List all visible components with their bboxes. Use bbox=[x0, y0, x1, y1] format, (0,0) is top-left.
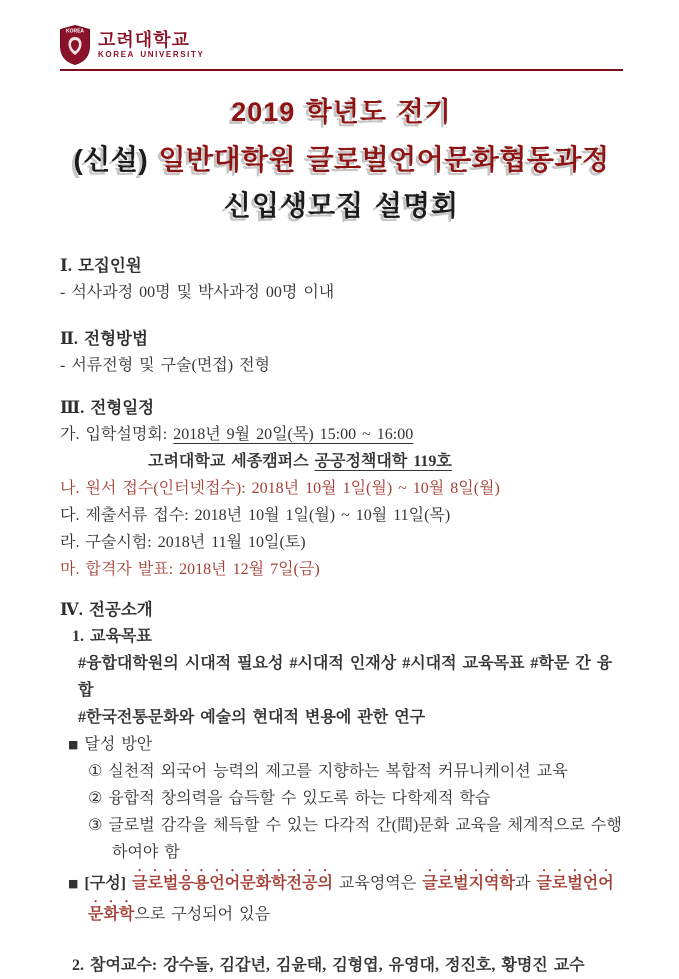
composition-field-1: 글로벌지역학 bbox=[422, 875, 515, 892]
logo-text bbox=[98, 30, 204, 60]
plan-item-3: ③ 글로벌 감각을 체득할 수 있는 다각적 간(間)문화 교육을 체계적으로 수행하여야 함 bbox=[88, 817, 622, 861]
university-crest-icon bbox=[60, 25, 90, 65]
title-event: 신입생모집 설명회 bbox=[223, 190, 460, 221]
title-program bbox=[60, 142, 623, 178]
composition-major-name: 글로벌응용언어문화학전공의 bbox=[131, 875, 333, 892]
section-schedule-heading: Ⅲ. 전형일정 bbox=[60, 398, 155, 417]
method-item: - 서류전형 및 구술(면접) 전형 bbox=[60, 357, 271, 374]
composition-mid-1: 교육영역은 bbox=[332, 875, 423, 892]
composition-tail: 으로 구성되어 있음 bbox=[134, 906, 271, 923]
section-schedule bbox=[60, 394, 623, 583]
square-bullet-icon: ■ bbox=[68, 738, 79, 751]
composition-field-2: 글로벌언어문화학 bbox=[88, 875, 614, 923]
university-name-korean: 고려대학교 bbox=[98, 30, 190, 50]
schedule-info-session bbox=[60, 421, 623, 448]
recruitment-item: - 석사과정 00명 및 박사과정 00명 이내 bbox=[60, 284, 335, 301]
section-recruitment bbox=[60, 252, 623, 306]
schedule-place-room: 공공정책대학 119호 bbox=[314, 453, 452, 470]
university-logo bbox=[60, 24, 623, 66]
header bbox=[60, 24, 623, 71]
composition-mid-2: 과 bbox=[514, 875, 537, 892]
section-method bbox=[60, 325, 623, 379]
plan-item-1: ① 실천적 외국어 능력의 제고를 지향하는 복합적 커뮤니케이션 교육 bbox=[88, 763, 568, 780]
schedule-info-place bbox=[60, 448, 623, 475]
schedule-announcement: 마. 합격자 발표: 2018년 12월 7일(금) bbox=[60, 561, 320, 578]
plan-item-2: ② 융합적 창의력을 습득할 수 있도록 하는 다학제적 학습 bbox=[88, 790, 491, 807]
professors-line: 2. 참여교수: 강수돌, 김갑년, 김윤태, 김형엽, 유영대, 정진호, 황명진 교수 bbox=[72, 957, 585, 974]
education-goal-heading: 1. 교육목표 bbox=[72, 628, 152, 645]
schedule-info-datetime: 2018년 9월 20일(목) 15:00 ~ 16:00 bbox=[173, 426, 414, 443]
schedule-info-label: 가. 입학설명회: bbox=[60, 426, 174, 443]
square-bullet-icon: ■ bbox=[68, 877, 79, 890]
hashtags-line-2: #한국전통문화와 예술의 현대적 변용에 관한 연구 bbox=[78, 709, 426, 726]
svg-text:KOREA: KOREA bbox=[65, 28, 85, 35]
section-method-heading: Ⅱ. 전형방법 bbox=[60, 329, 148, 348]
plan-heading-line bbox=[60, 731, 623, 758]
section-recruitment-heading: Ⅰ. 모집인원 bbox=[60, 256, 142, 275]
university-name-english: KOREA UNIVERSITY bbox=[98, 50, 205, 59]
title-program-prefix: (신설) bbox=[73, 144, 149, 175]
schedule-documents: 다. 제출서류 접수: 2018년 10월 1일(월) ~ 10월 11일(목) bbox=[60, 507, 451, 524]
schedule-place-campus: 고려대학교 세종캠퍼스 bbox=[148, 453, 315, 470]
header-divider bbox=[60, 69, 623, 71]
composition-line bbox=[60, 866, 623, 928]
section-major-heading: Ⅳ. 전공소개 bbox=[60, 600, 153, 619]
title-block bbox=[60, 97, 623, 223]
plan-heading: 달성 방안 bbox=[84, 736, 153, 753]
section-major bbox=[60, 596, 623, 979]
hashtags-line-1: #융합대학원의 시대적 필요성 #시대적 인재상 #시대적 교육목표 #학문 간 융합 bbox=[78, 655, 613, 699]
composition-label: [구성] bbox=[84, 875, 132, 892]
schedule-oral-exam: 라. 구술시험: 2018년 11월 10일(토) bbox=[60, 534, 306, 551]
title-program-name: 일반대학원 글로벌언어문화협동과정 bbox=[158, 144, 610, 175]
title-year: 2019 학년도 전기 bbox=[231, 97, 452, 127]
schedule-application: 나. 원서 접수(인터넷접수): 2018년 10월 1일(월) ~ 10월 8일(월) bbox=[60, 480, 500, 497]
